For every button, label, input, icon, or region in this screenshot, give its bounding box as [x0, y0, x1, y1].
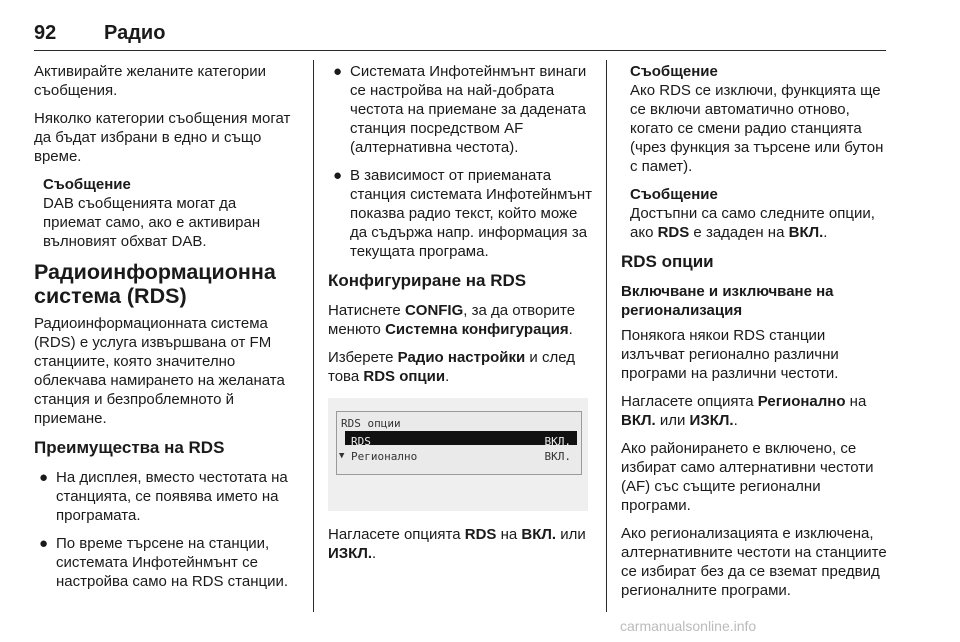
column-3 [621, 62, 889, 609]
bold-term: RDS опции [363, 368, 446, 385]
paragraph: Радиоинформационната система (RDS) е услуга извършвана от FM станциите, която значително облекчава намирането на желаната станция и безпроблемното й приемане. [34, 315, 285, 427]
text-run: или [655, 412, 690, 429]
list-item [328, 62, 594, 157]
section-heading: Радиоинформационна система (RDS) [34, 260, 276, 308]
text-run: на [845, 393, 867, 410]
paragraph: Ако районирането е включено, се избират само алтернативни честоти (AF) със същите регионални програми. [621, 440, 874, 514]
list-item-text: По време търсене на станции, системата Инфотейнмънт се настройва само на RDS станции. [56, 535, 289, 590]
text-run: Натиснете [328, 302, 405, 319]
bold-term: ИЗКЛ. [689, 412, 734, 429]
bold-term: RDS [464, 526, 497, 543]
display-row-label: Регионално [351, 450, 418, 463]
text-run: и след това [328, 349, 575, 385]
list-item-text: Системата Инфотейнмънт винаги се настройва на най-добрата честота на приемане за дадената станция посредством AF (алтернативна честота). [350, 63, 587, 156]
bullet-list [34, 468, 296, 591]
bold-term: ВКЛ. [788, 224, 824, 241]
note-title: Съобщение [630, 186, 718, 203]
column-divider [313, 60, 314, 612]
subsection-heading: Конфигуриране на RDS [328, 271, 527, 290]
paragraph [328, 525, 594, 563]
lcd-display [336, 411, 582, 475]
display-title: RDS опции [341, 417, 401, 430]
scroll-down-icon: ▼ [339, 451, 345, 461]
note-title: Съобщение [43, 176, 131, 193]
display-row-label: RDS [351, 435, 371, 448]
column-2 [328, 62, 594, 572]
display-row-value: ВКЛ. [544, 450, 571, 463]
text-run: или [556, 526, 586, 543]
paragraph [328, 348, 594, 386]
bold-term: Регионално [757, 393, 846, 410]
text-run: . [372, 545, 377, 562]
note-text: Ако RDS се изключи, функцията ще се включи автоматично отново, когато се смени радио станцията (чрез функция за търсене или бутон с памет). [630, 82, 884, 175]
page-title: Радио [104, 22, 166, 44]
paragraph [328, 301, 594, 339]
column-divider [606, 60, 607, 612]
text-run: . [823, 224, 828, 241]
bold-term: ВКЛ. [621, 412, 656, 429]
subsection-heading: RDS опции [621, 252, 714, 271]
list-item [34, 534, 296, 591]
paragraph: Понякога някои RDS станции излъчват регионално различни програми на различни честоти. [621, 327, 839, 382]
text-run: , за да отворите менюто [328, 302, 576, 338]
page-header [34, 18, 886, 51]
note-title: Съобщение [630, 63, 718, 80]
watermark-text: carmanualsonline.info [620, 618, 757, 634]
bullet-icon: ● [39, 535, 49, 552]
bullet-icon: ● [39, 469, 49, 486]
paragraph: Активирайте желаните категории съобщения. [34, 63, 266, 99]
bold-term: CONFIG [404, 302, 464, 319]
text-run: Нагласете опцията [621, 393, 758, 410]
display-row-selected [345, 431, 577, 448]
display-row-value: ВКЛ. [544, 435, 571, 448]
display-screenshot [328, 398, 588, 511]
bold-term: Радио настройки [397, 349, 526, 366]
bold-term: Системна конфигурация [385, 321, 569, 338]
text-run: на [496, 526, 522, 543]
list-item-text: На дисплея, вместо честотата на станцията, се появява името на програмата. [56, 469, 288, 524]
bold-term: ВКЛ. [521, 526, 557, 543]
paragraph: Ако регионализацията е изключена, алтернативните честоти на станциите се избират без да се вземат предвид регионалните програми. [621, 525, 887, 599]
subsection-heading: Преимущества на RDS [34, 438, 225, 457]
text-run: . [568, 321, 573, 338]
text-run: Нагласете опцията [328, 526, 465, 543]
note-text [630, 204, 889, 242]
note-block [34, 175, 296, 251]
text-run: Достъпни са само следните опции, ако [630, 205, 875, 241]
text-run: е зададен на [689, 224, 789, 241]
minor-heading: Включване и изключване на регионализация [621, 283, 834, 319]
list-item-text: В зависимост от приеманата станция системата Инфотейнмънт показва радио текст, който може да съдържа напр. информация за текущата програма. [350, 167, 593, 260]
column-1 [34, 62, 296, 600]
bullet-list [328, 62, 594, 261]
paragraph [621, 392, 889, 430]
list-item [34, 468, 296, 525]
bullet-icon: ● [333, 167, 343, 184]
bullet-icon: ● [333, 63, 343, 80]
note-text: DAB съобщенията могат да приемат само, ако е активиран вълновият обхват DAB. [43, 195, 261, 250]
display-row [337, 446, 577, 462]
text-run: . [445, 368, 450, 385]
paragraph: Няколко категории съобщения могат да бъдат избрани в едно и също време. [34, 110, 291, 165]
page-number: 92 [34, 22, 57, 44]
note-block [621, 62, 889, 242]
text-run: Изберете [328, 349, 398, 366]
text-run: . [733, 412, 738, 429]
list-item [328, 166, 594, 261]
bold-term: ИЗКЛ. [328, 545, 373, 562]
bold-term: RDS [657, 224, 690, 241]
